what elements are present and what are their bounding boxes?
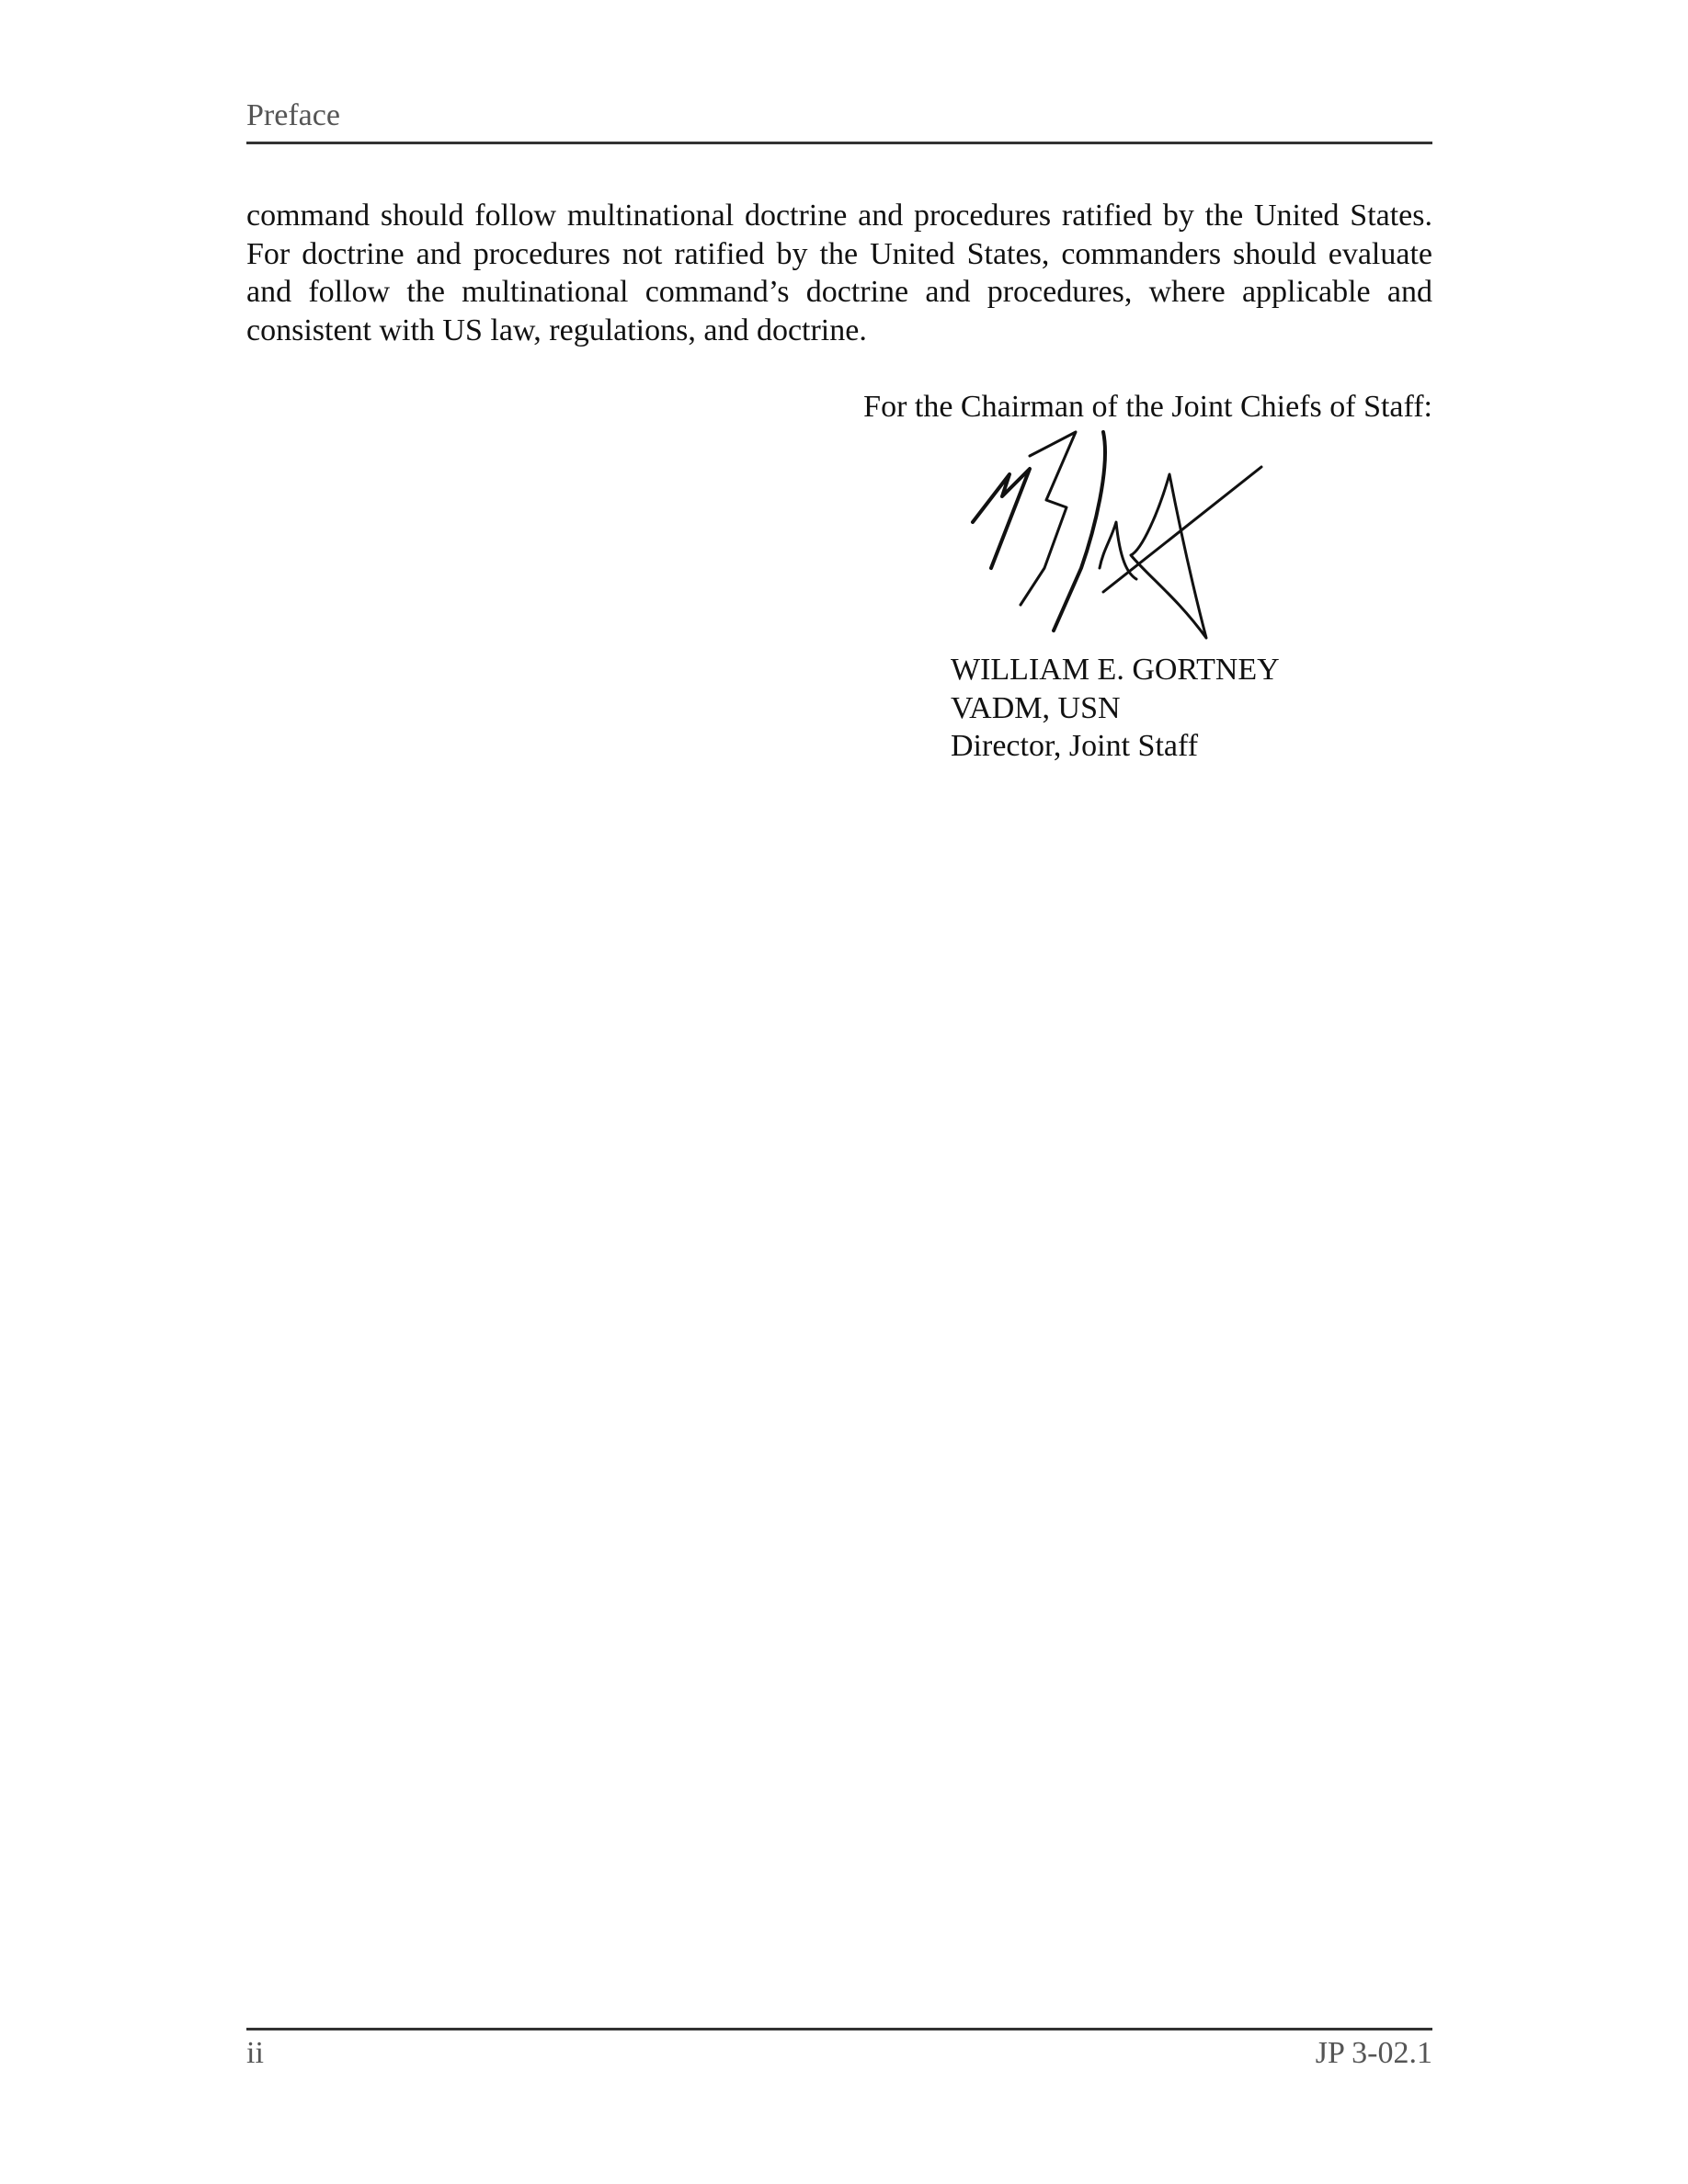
running-header: Preface bbox=[246, 98, 340, 132]
signatory-title: Director, Joint Staff bbox=[951, 729, 1199, 763]
signature-block bbox=[951, 651, 1280, 766]
closing-line: For the Chairman of the Joint Chiefs of Staff: bbox=[863, 390, 1432, 424]
page-number: ii bbox=[246, 2036, 264, 2070]
footer-rule bbox=[246, 2028, 1432, 2030]
body-paragraph: command should follow multinational doctrine and procedures ratified by the United States. For doctrine and procedures not ratified by the United States, commanders should evaluate and follow the multinational command’s doctrine and procedures, where applicable and consistent with US law, regulations, and doctrine. bbox=[246, 199, 1432, 347]
publication-id: JP 3-02.1 bbox=[1315, 2036, 1432, 2070]
signatory-name: WILLIAM E. GORTNEY bbox=[951, 653, 1280, 687]
signature-icon bbox=[965, 430, 1278, 642]
header-rule bbox=[246, 142, 1432, 144]
signatory-rank: VADM, USN bbox=[951, 690, 1121, 725]
